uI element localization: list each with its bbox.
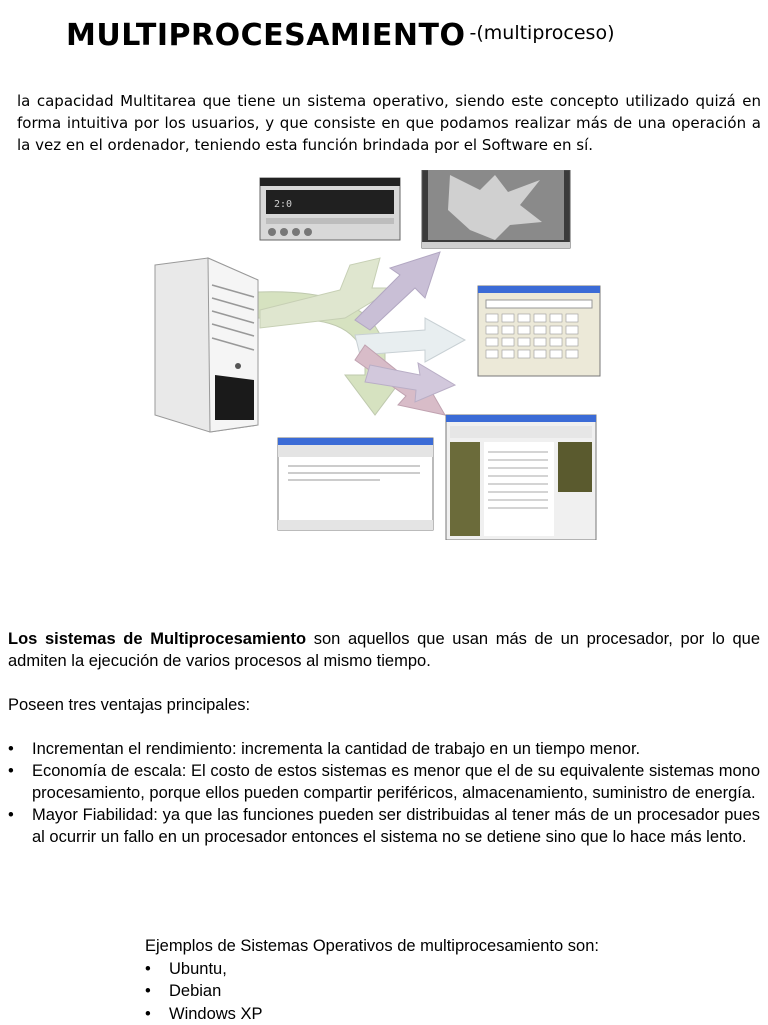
- list-item: • Debian: [145, 980, 599, 1003]
- web-browser-window-icon: [446, 415, 596, 540]
- advantages-list: [8, 738, 760, 848]
- examples-heading: Ejemplos de Sistemas Operativos de multiprocesamiento son:: [145, 935, 599, 958]
- list-item: • Incrementan el rendimiento: incrementa la cantidad de trabajo en un tiempo menor.: [8, 738, 760, 760]
- text-editor-window-icon: [278, 438, 433, 530]
- page-title: MULTIPROCESAMIENTO: [66, 18, 466, 53]
- list-item: • Mayor Fiabilidad: ya que las funciones pueden ser distribuidas al tener más de un procesador pues al ocurrir un fallo en un procesador entonces el sistema no se detiene sino que lo hace más lento.: [8, 804, 760, 848]
- calculator-window-icon: [478, 286, 600, 376]
- examples-section: [145, 935, 599, 1025]
- definition-rest: son aquellos que usan más de un procesador, por lo que admiten la ejecución de varios procesos al mismo tiempo.: [8, 630, 760, 670]
- advantages-heading: Poseen tres ventajas principales:: [8, 694, 760, 716]
- definition-bold: Los sistemas de Multiprocesamiento: [8, 630, 306, 648]
- computer-tower-icon: [155, 258, 258, 432]
- main-content: [8, 628, 760, 848]
- arrow-icon: [258, 252, 465, 415]
- examples-list: [145, 958, 599, 1025]
- intro-paragraph: la capacidad Multitarea que tiene un sistema operativo, siendo este concepto utilizado quizá en forma intuitiva por los usuarios, y que consiste en que podamos realizar más de una operación a la vez en el ordenador, teniendo esta función brindada por el Software en sí.: [17, 90, 761, 156]
- list-item: • Economía de escala: El costo de estos sistemas es menor que el de su equivalente sistemas mono procesamiento, porque ellos pueden compartir periféricos, almacenamiento, suministro de energía.: [8, 760, 760, 804]
- list-item: • Windows XP: [145, 1003, 599, 1025]
- definition-paragraph: [8, 628, 760, 672]
- video-frame-window-icon: [422, 170, 570, 248]
- multitasking-illustration: [150, 170, 610, 540]
- media-player-window-icon: [260, 178, 400, 240]
- page-header: [66, 18, 614, 53]
- page-subtitle: -(multiproceso): [470, 22, 615, 44]
- media-player-time: 2:0: [274, 199, 292, 210]
- list-item: • Ubuntu,: [145, 958, 599, 981]
